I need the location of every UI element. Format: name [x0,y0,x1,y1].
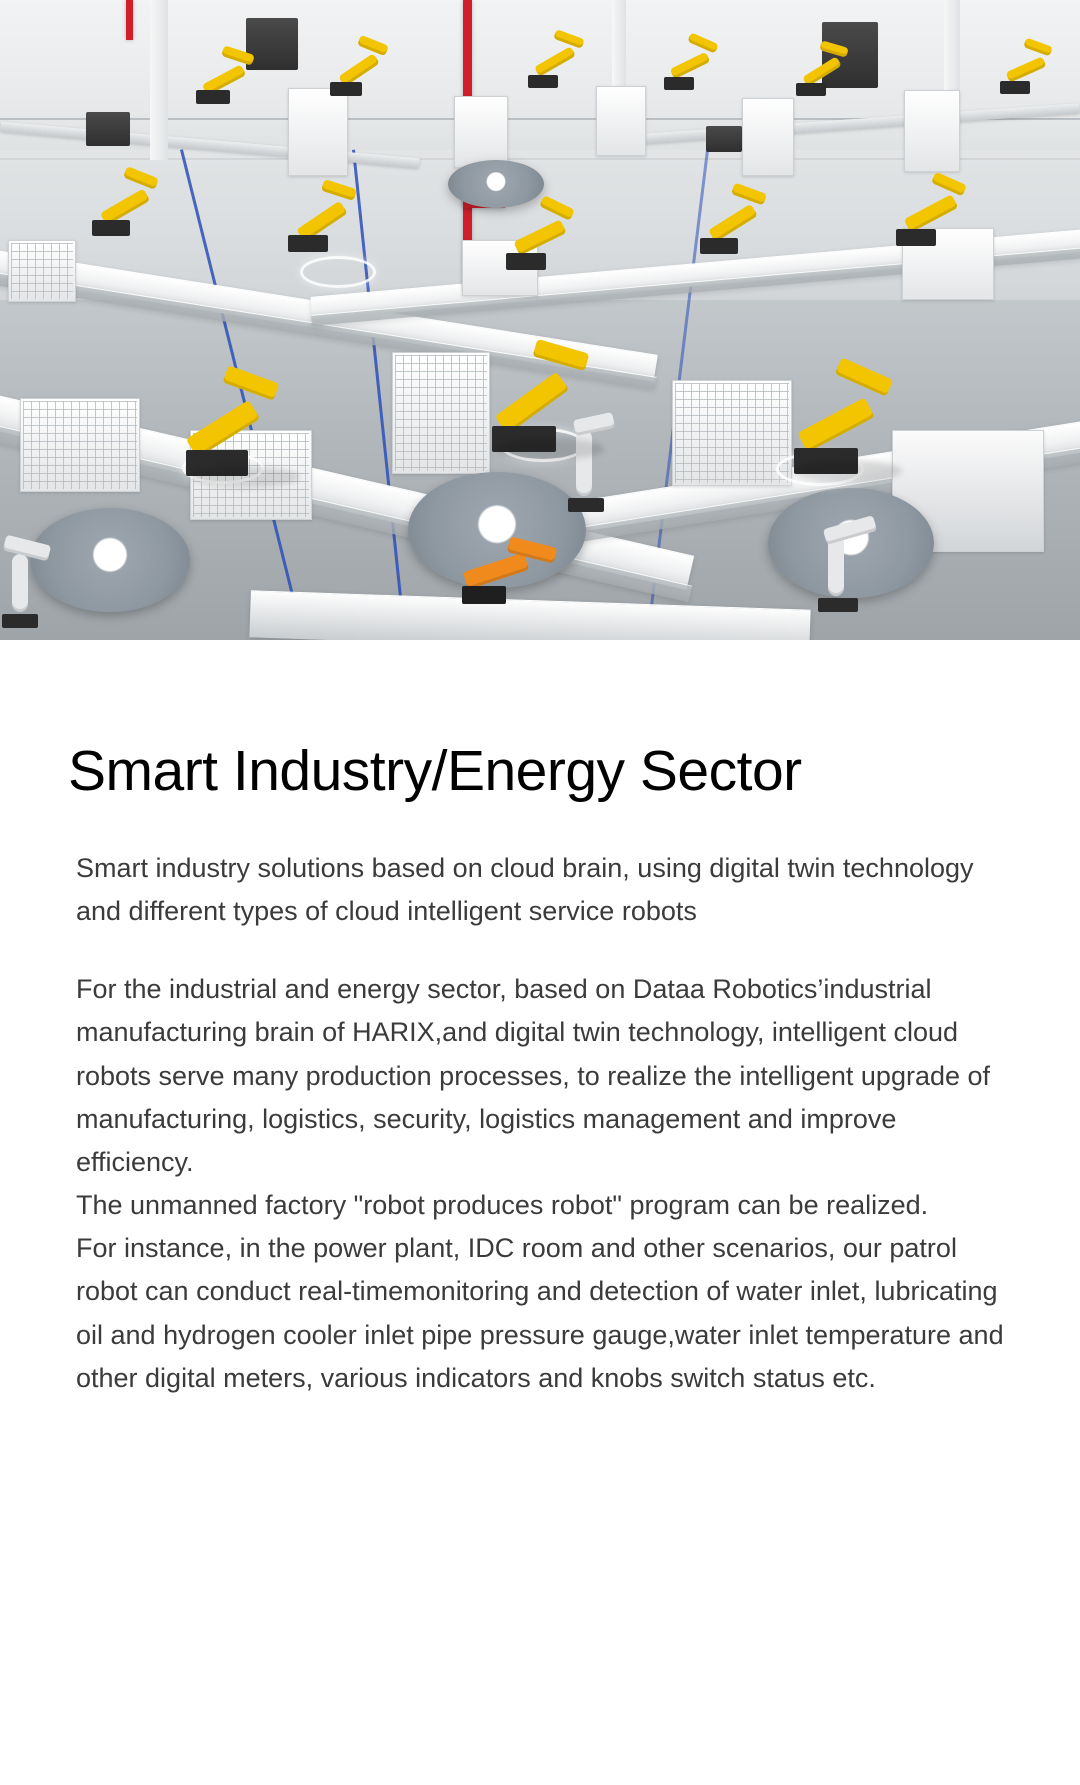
robot-arm-mid-2 [288,178,362,252]
shadow-1 [190,466,300,488]
tray-stack-5 [672,380,792,486]
control-cabinet-3 [86,112,130,146]
work-bench-1 [288,88,348,176]
article-paragraph-2: The unmanned factory "robot produces robot" program can be realized. [76,1190,929,1221]
robot-arm-front-1 [176,368,286,476]
article-content [0,640,1080,1400]
article-paragraph-3: For instance, in the power plant, IDC room and other scenarios, our patrol robot can conduct real-timemonitoring and detection of water inlet, lubricating oil and hydrogen cooler inlet pipe pressure gauge,water inlet temperature and other digital meters, various indicators and knobs switch status etc. [76,1233,1004,1393]
robot-arm-mid-1 [92,166,164,236]
robot-arm-mid-4 [700,182,774,254]
article-paragraph-1: For the industrial and energy sector, based on Dataa Robotics’industrial manufacturing brain of HARIX,and digital twin technology, intelligent cloud robots serve many production processes, to realize the intelligent upgrade of manufacturing, logistics, security, logistics management and improve efficiency. [76,974,991,1177]
tray-stack-2 [20,398,140,492]
work-bench-3 [596,86,646,156]
robot-halo-1 [300,256,376,288]
safety-post-top-left [126,0,133,40]
article-body [0,934,1080,1400]
control-cabinet-4 [706,126,742,152]
work-bench-2 [454,96,508,168]
shadow-3 [792,460,902,482]
pillar-1 [150,0,168,160]
page-title: Smart Industry/Energy Sector [68,739,802,803]
robot-arm-upper-1 [196,44,260,104]
robot-arm-white-left [0,538,60,628]
tray-stack-4 [392,352,490,474]
robot-arm-upper-4 [664,34,724,90]
robot-arm-white-center [556,412,626,512]
robot-arm-front-3 [786,362,898,474]
shadow-2 [494,438,604,460]
tray-stack-1 [8,240,76,302]
robot-arm-upper-2 [330,36,394,96]
article-lede: Smart industry solutions based on cloud brain, using digital twin technology and different types of cloud intelligent service robots [76,852,974,927]
robot-arm-mid-3 [506,196,580,270]
robot-arm-orange-center [456,532,566,604]
robot-arm-upper-6 [1000,38,1060,94]
hero-image [0,0,1080,640]
robot-arm-upper-3 [528,30,590,88]
factory-scene [0,0,1080,640]
work-bench-5 [904,90,960,172]
robot-arm-mid-5 [896,172,972,246]
robot-arm-upper-5 [796,40,856,96]
work-bench-4 [742,98,794,176]
robot-arm-white-right [804,520,894,612]
